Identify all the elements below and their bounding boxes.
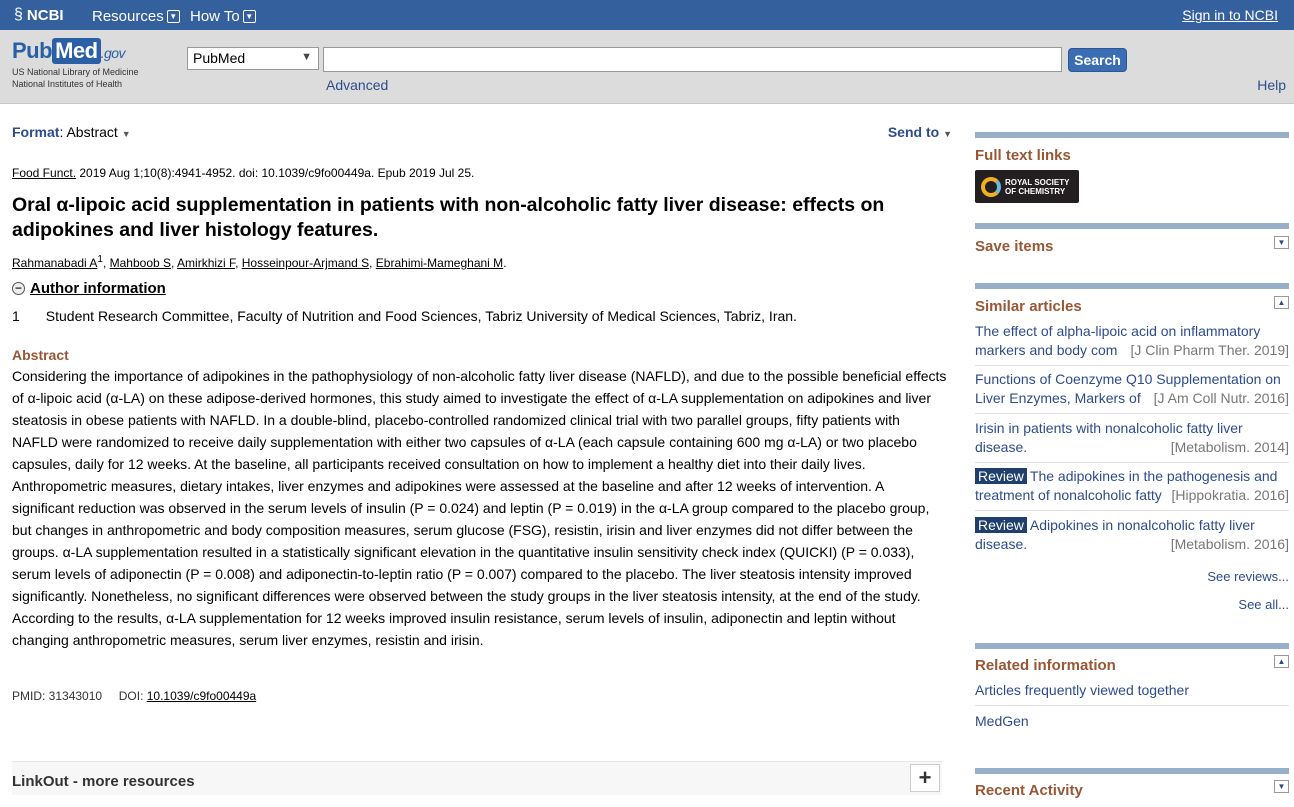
similar-article[interactable] [975,419,1289,457]
caret-down-icon: ▼ [943,129,952,139]
affiliation [12,308,797,324]
pubmed-wordmark [12,38,139,64]
similar-title-line1: Adipokines in nonalcoholic fatty liver [1029,517,1255,533]
similar-source: [Metabolism. 2016] [1170,536,1289,552]
similar-article[interactable] [975,516,1289,554]
journal-link[interactable]: Food Funct. [12,166,77,180]
similar-article[interactable] [975,370,1289,408]
review-badge: Review [975,468,1027,484]
collapse-toggle-icon[interactable]: ▲ [1274,296,1289,309]
similar-source: [Metabolism. 2014] [1170,439,1289,455]
search-button[interactable]: Search [1068,48,1127,72]
author-info-toggle[interactable] [12,280,166,297]
section-bar [975,643,1289,649]
similar-title-line1: The effect of alpha-lipoic acid on inflammatory [975,323,1261,339]
similar-article[interactable] [975,467,1289,505]
citation-line [12,166,474,180]
similar-title-line2: treatment of nonalcoholic fatty [975,487,1162,503]
author-link[interactable]: Ebrahimi-Mameghani M [375,256,504,270]
similar-article[interactable] [975,322,1289,360]
article-title: Oral α-lipoic acid supplementation in patients with non-alcoholic fatty liver disease: effects on adipokines and liver histology features. [12,194,885,241]
section-bar [975,132,1289,138]
expand-toggle-icon[interactable]: ▼ [1274,236,1289,249]
howto-menu[interactable] [190,8,256,25]
ncbi-label: NCBI [26,6,64,24]
divider [975,462,1289,463]
similar-title-line2: markers and body com [975,342,1118,358]
doi-label: DOI: [118,689,147,703]
advanced-search-link[interactable]: Advanced [326,77,389,93]
similar-source: [Hippokratia. 2016] [1171,487,1289,503]
section-bar [975,768,1289,774]
pubmed-logo[interactable] [12,38,139,90]
similar-title-line1: Irisin in patients with nonalcoholic fatty liver [975,420,1243,436]
author-link[interactable]: Hosseinpour-Arjmand S [241,256,370,270]
expand-toggle-icon[interactable]: ▼ [1274,780,1289,793]
similar-title-line2: disease. [975,439,1028,455]
logo-gov: .gov [100,45,126,61]
send-to-menu[interactable] [888,124,952,140]
similar-title-line2: disease. [975,536,1028,552]
rsc-logo-icon [981,177,1001,197]
logo-subtitle [12,66,139,90]
related-info-heading: Related information [975,657,1116,674]
divider [975,510,1289,511]
similar-source: [J Clin Pharm Ther. 2019] [1130,342,1289,358]
help-link[interactable]: Help [1257,77,1286,93]
section-bar [975,223,1289,229]
logo-pub: Pub [12,38,53,63]
save-items-heading[interactable]: Save items [975,238,1054,255]
resources-label: Resources [92,8,164,25]
author-link[interactable]: Amirkhizi F [177,256,236,270]
author-link[interactable]: Rahmanabadi A [12,256,98,270]
rsc-line2: OF CHEMISTRY [1005,186,1066,196]
ncbi-logo[interactable] [14,6,64,24]
affiliation-text: Student Research Committee, Faculty of Nutrition and Food Sciences, Tabriz University of Medical Sciences, Tabriz, Iran. [45,308,797,324]
section-bar [975,283,1289,289]
abstract-text: Considering the importance of adipokines in the pathophysiology of non-alcoholic fatty liver disease (NAFLD), and due to the possible beneficial effects of α-lipoic acid (α-LA) on these adipose-derived hormones, this study aimed to investigate the effect of α-LA supplementation on adipokines and liver steatosis in obese patients with NAFLD. In a double-blind, placebo-controlled randomized clinical trial with two parallel groups, fifty patients with NAFLD were randomized to receive daily supplementation with either two capsules of α-LA (each capsule containing 600 mg α-LA) or two placebo capsules, daily for 12 weeks. At the baseline, all participants received consultation on how to implement a healthy diet into their daily lives. Anthropometric measures, dietary intakes, liver enzymes and adipokines were assessed at the baseline and after 12 weeks of intervention. A significant reduction was observed in the serum levels of insulin (P = 0.024) and leptin (P = 0.019) in the α-LA group compared to the placebo group, but changes in anthropometric and body composition measures, serum glucose (FSG), resistin, irisin and liver enzymes did not differ between the groups. α-LA supplementation resulted in a statistically significant elevation in the quantitative insulin sensitivity check index (QUICKI) (P = 0.033), serum levels of adiponectin (P = 0.008) and adiponectin-to-leptin ratio (P = 0.007) compared to the placebo. The liver steatosis intensity improved significantly. Nonetheless, no significant differences were observed between the study groups in the liver steatosis intensity, at the end of the study. According to the results, α-LA supplementation for 12 weeks improved insulin resistance, serum levels of insulin, adiponectin and leptin without changing anthropometric measures, serum liver enzymes, resistin and irisin. [12,368,947,648]
rsc-line1: ROYAL SOCIETY [1005,177,1070,187]
database-select[interactable] [187,47,319,70]
full-text-heading: Full text links [975,147,1071,164]
recent-activity-heading: Recent Activity [975,782,1083,799]
author-list: Rahmanabadi $A^1$, Mahboob S, Amirkhizi F, Hosseinpour-Arjmand S, Ebrahimi-Mameghani M. [12,254,507,270]
divider [975,413,1289,414]
citation-details: 2019 Aug 1;10(8):4941-4952. doi: 10.1039/c9fo00449a. Epub 2019 Jul 25. [76,166,475,180]
similar-title-line1: Functions of Coenzyme Q10 Supplementation on [975,371,1281,387]
affiliation-number: 1 [12,308,20,324]
author-info-label: Author information [30,280,166,297]
similar-source: [J Am Coll Nutr. 2016] [1153,390,1289,406]
abstract-heading: Abstract [12,347,69,363]
rsc-logo-text [1005,178,1069,196]
related-link[interactable]: MedGen [975,713,1029,729]
logo-med: Med [52,38,101,64]
divider [975,365,1289,366]
sign-in-link[interactable]: Sign in to NCBI [1182,7,1278,23]
collapse-icon: − [12,282,25,295]
search-input[interactable] [324,48,1061,71]
related-link[interactable]: Articles frequently viewed together [975,682,1189,698]
chevron-down-icon: ▼ [167,10,180,23]
format-value: : Abstract [59,124,118,140]
logo-line1: US National Library of Medicine [12,67,139,77]
see-all-link[interactable]: See all... [1238,597,1289,612]
howto-label: How To [190,8,240,25]
chevron-down-icon: ▼ [301,51,312,63]
search-box [323,47,1062,72]
pmid: PMID: 31343010 [12,689,103,703]
article-ids [12,689,256,703]
review-badge: Review [975,517,1027,533]
chevron-down-icon: ▼ [243,10,256,23]
divider [975,705,1289,706]
logo-line2: National Institutes of Health [12,79,123,89]
affiliation-sup: 1 [97,254,103,265]
resources-menu[interactable] [92,8,180,25]
collapse-toggle-icon[interactable]: ▲ [1274,655,1289,668]
search-band [0,30,1294,104]
linkout-section [12,761,942,795]
linkout-heading: LinkOut - more resources [12,773,195,790]
format-menu[interactable] [12,124,131,140]
see-reviews-link[interactable]: See reviews... [1207,569,1289,584]
similar-title-line2: Liver Enzymes, Markers of [975,390,1141,406]
similar-articles-heading: Similar articles [975,298,1082,315]
author-link[interactable]: Mahboob S [109,256,172,270]
similar-title-line1: The adipokines in the pathogenesis and [1029,468,1278,484]
expand-plus-icon[interactable]: + [910,764,940,792]
caret-down-icon: ▼ [121,129,131,139]
rsc-full-text-link[interactable] [975,170,1079,203]
ncbi-helix-icon: § [14,6,23,23]
database-select-value: PubMed [193,50,246,66]
doi-link[interactable]: 10.1039/c9fo00449a [146,689,257,703]
format-label: Format [12,124,60,140]
ncbi-top-bar [0,0,1294,30]
send-to-label: Send to [887,124,940,140]
